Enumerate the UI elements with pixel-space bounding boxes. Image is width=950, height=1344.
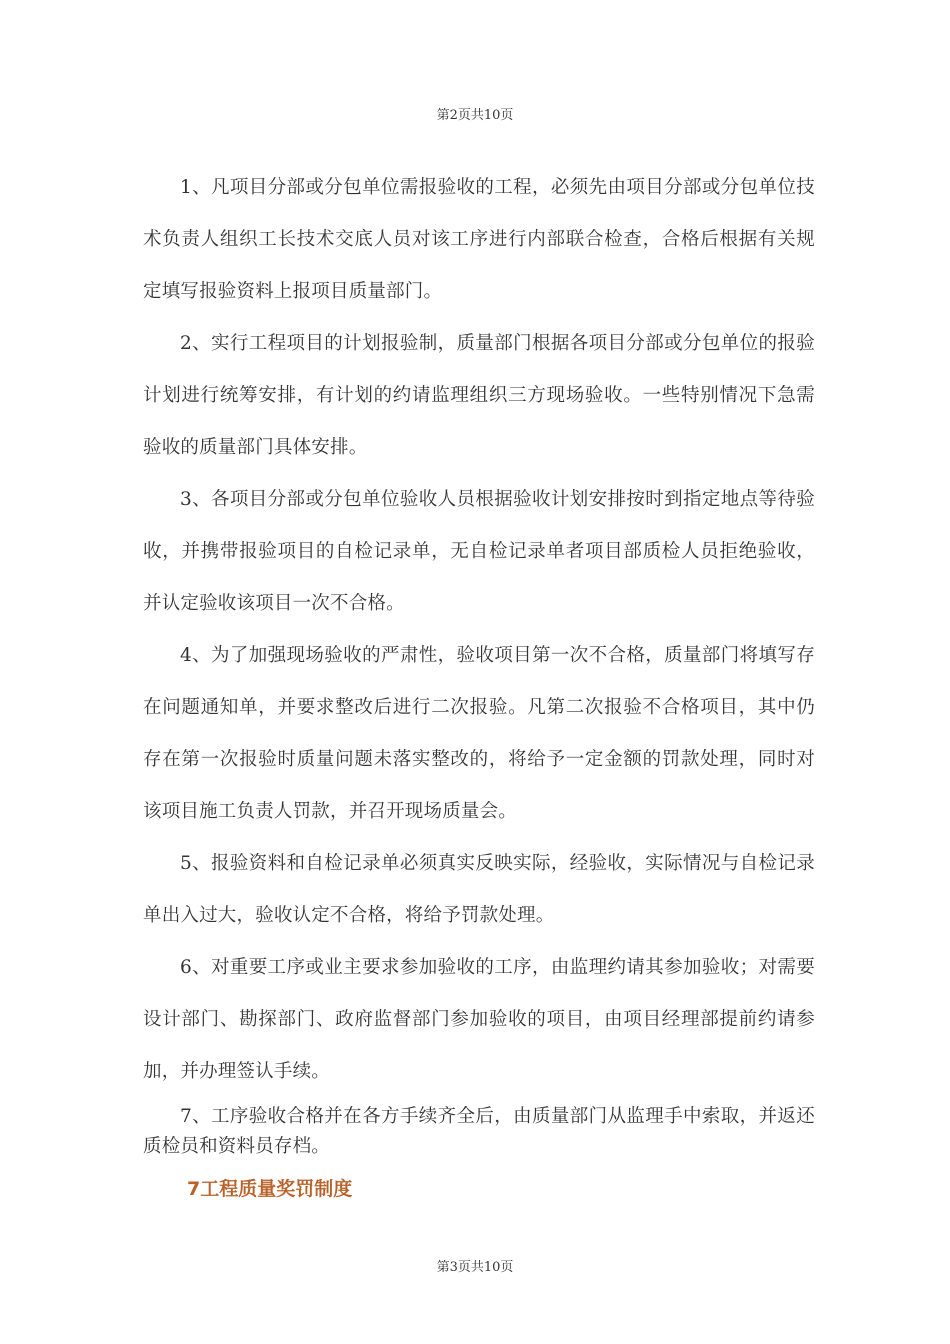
paragraph-4: 4、为了加强现场验收的严肃性，验收项目第一次不合格，质量部门将填写存在问题通知单，并要求整改后进行二次报验。凡第二次报验不合格项目，其中仍存在第一次报验时质量问题未落实整改的，将给予一定金额的罚款处理，同时对该项目施工负责人罚款，并召开现场质量会。 — [143, 645, 815, 822]
paragraph-3: 3、各项目分部或分包单位验收人员根据验收计划安排按时到指定地点等待验收，并携带报验项目的自检记录单，无自检记录单者项目部质检人员拒绝验收，并认定验收该项目一次不合格。 — [143, 489, 815, 614]
paragraph-5: 5、报验资料和自检记录单必须真实反映实际，经验收，实际情况与自检记录单出入过大，验收认定不合格，将给予罚款处理。 — [143, 853, 815, 926]
paragraph-6: 6、对重要工序或业主要求参加验收的工序，由监理约请其参加验收；对需要设计部门、勘探部门、政府监督部门参加验收的项目，由项目经理部提前约请参加，并办理签认手续。 — [143, 957, 815, 1082]
page-footer-number: 第3页共10页 — [436, 1260, 514, 1275]
section-title: 7工程质量奖罚制度 — [187, 1178, 353, 1200]
document-body — [143, 162, 815, 1204]
page-header-number: 第2页共10页 — [436, 108, 514, 123]
paragraph-2: 2、实行工程项目的计划报验制，质量部门根据各项目分部或分包单位的报验计划进行统筹安排，有计划的约请监理组织三方现场验收。一些特别情况下急需验收的质量部门具体安排。 — [143, 333, 815, 458]
paragraph-1: 1、凡项目分部或分包单位需报验收的工程，必须先由项目分部或分包单位技术负责人组织工长技术交底人员对该工序进行内部联合检查，合格后根据有关规定填写报验资料上报项目质量部门。 — [143, 177, 815, 302]
paragraph-7: 7、工序验收合格并在各方手续齐全后，由质量部门从监理手中索取，并返还质检员和资料员存档。 — [143, 1106, 815, 1157]
